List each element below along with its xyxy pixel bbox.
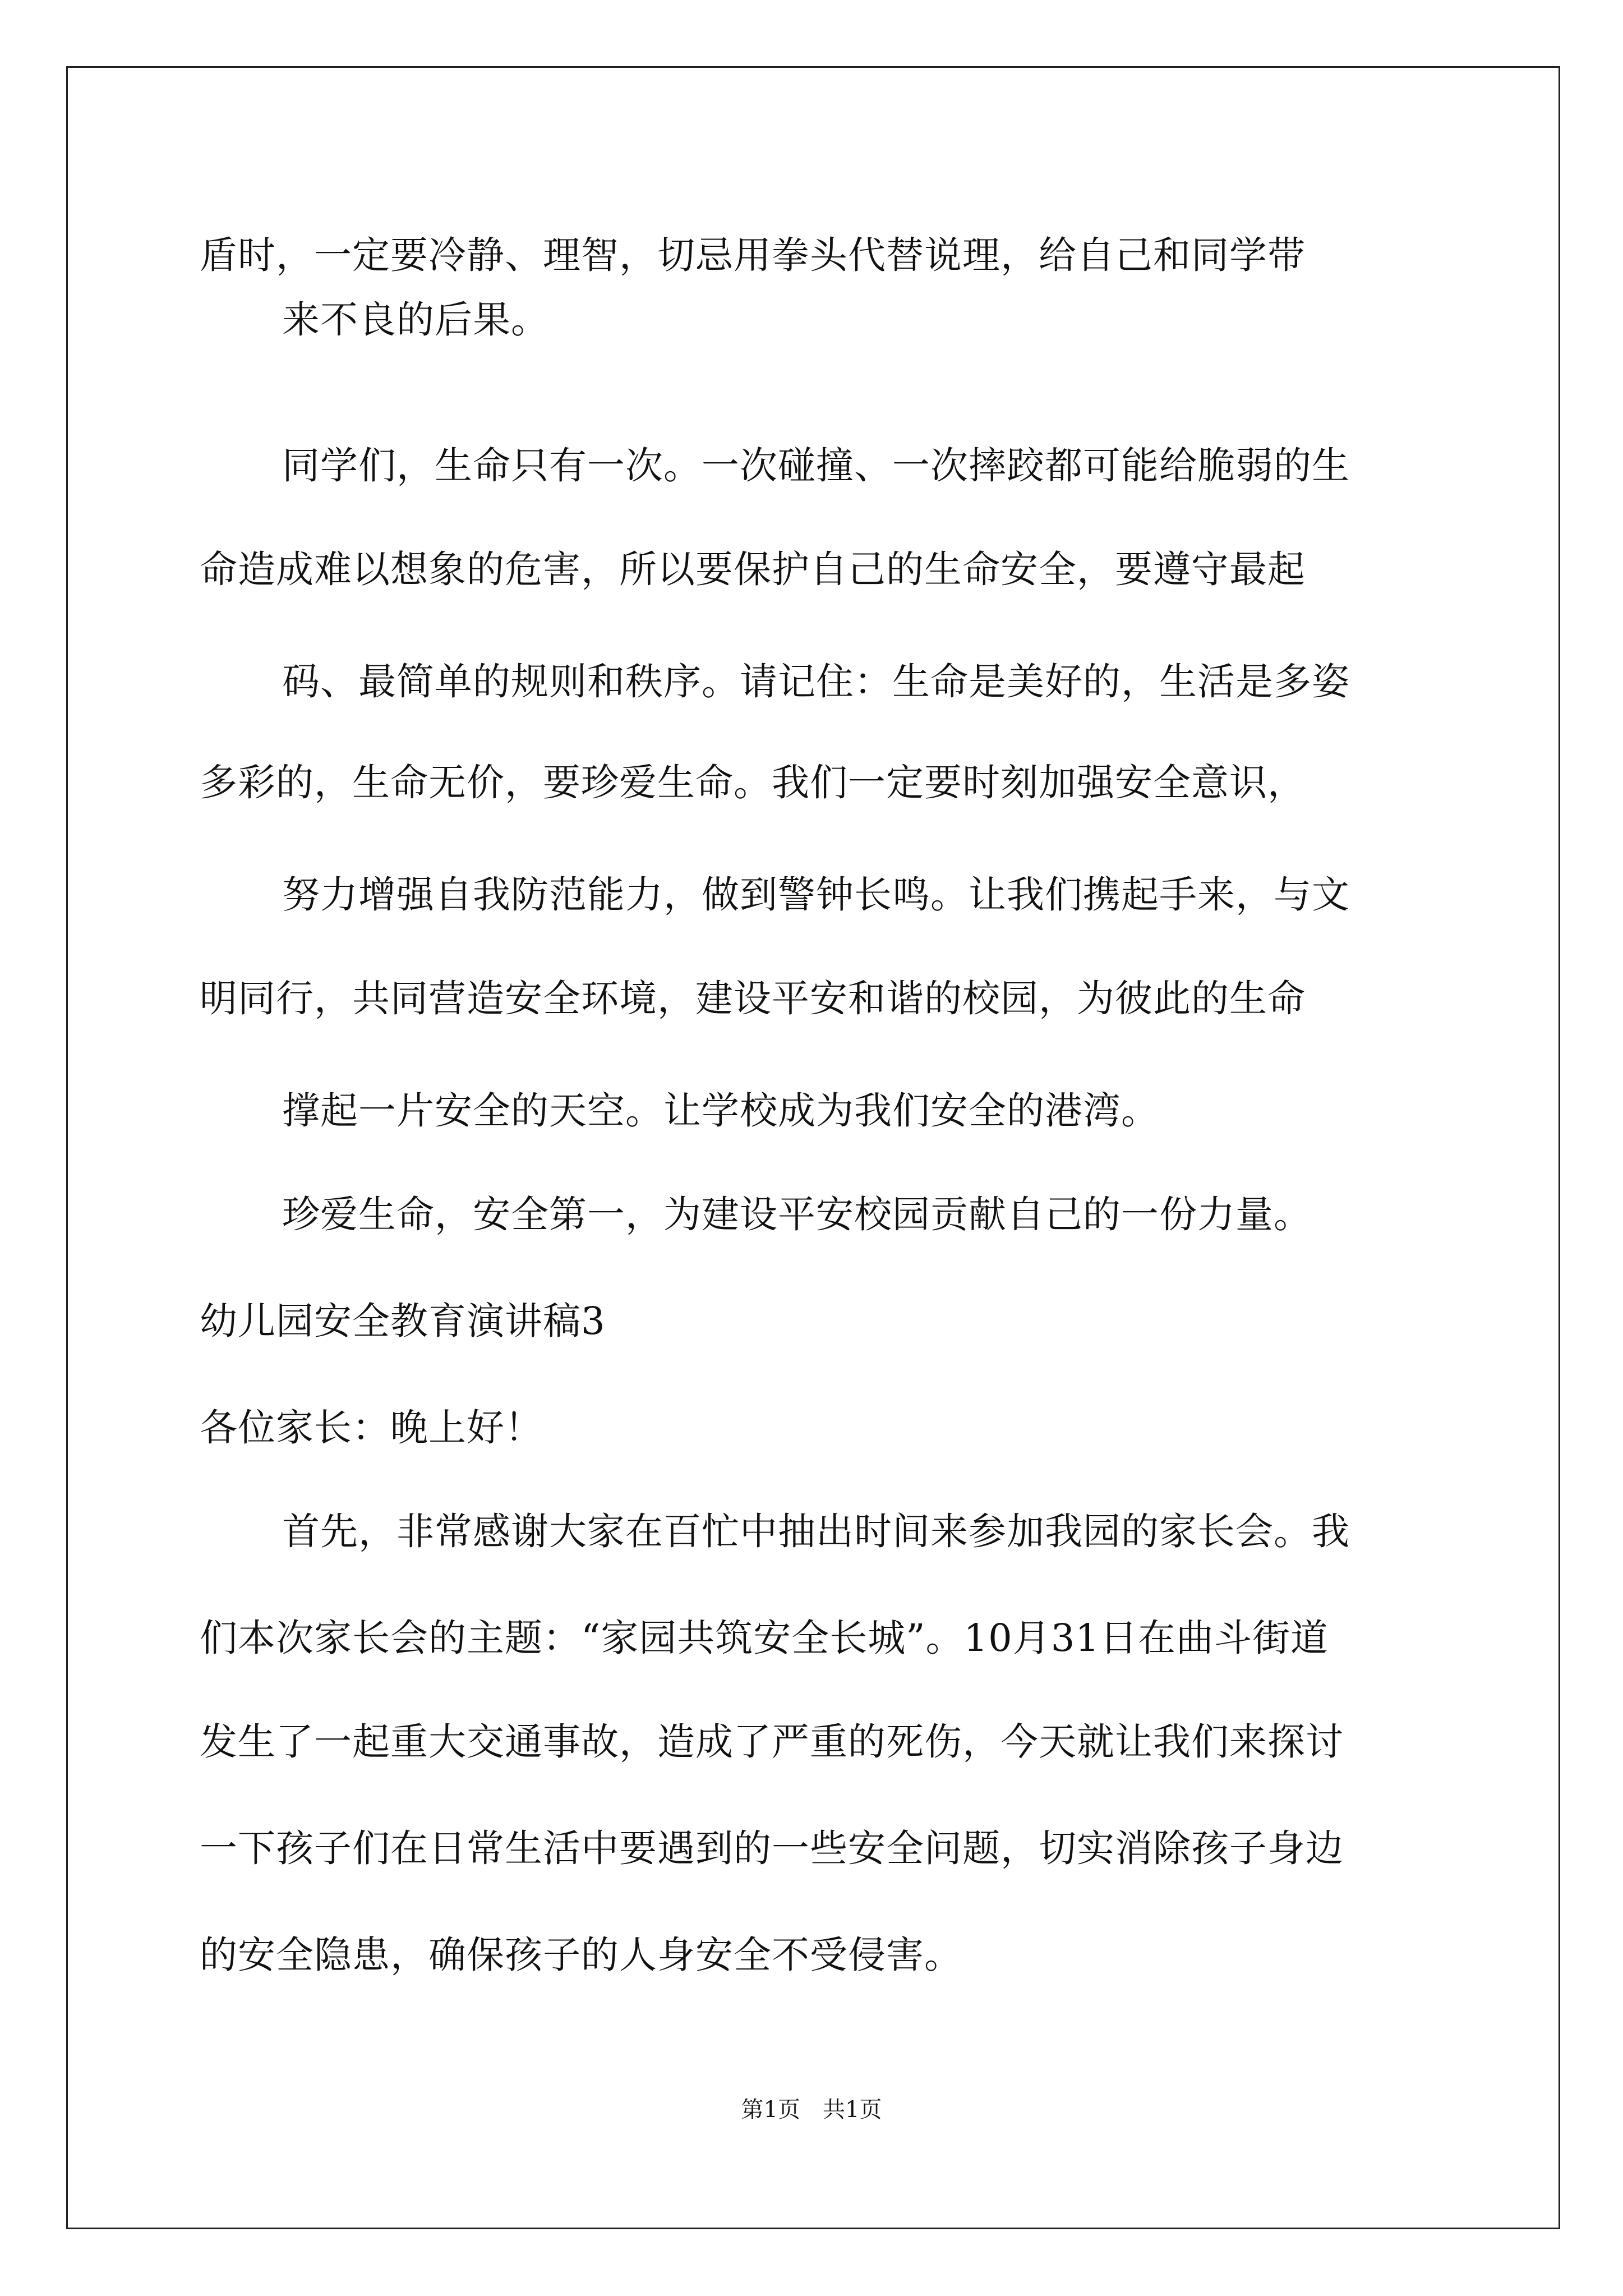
text-line-6: 多彩的，生命无价，要珍爱生命。我们一定要时刻加强安全意识， xyxy=(200,761,1306,804)
greeting-line: 各位家长：晚上好！ xyxy=(200,1406,543,1450)
section-heading: 幼儿园安全教育演讲稿3 xyxy=(200,1299,606,1343)
page-border xyxy=(66,66,1560,2229)
text-line-1: 盾时，一定要冷静、理智，切忌用拳头代替说理，给自己和同学带 xyxy=(200,233,1306,277)
text-line-4: 命造成难以想象的危害，所以要保护自己的生命安全，要遵守最起 xyxy=(200,547,1306,591)
text-line-2: 来不良的后果。 xyxy=(282,298,549,342)
text-line-16: 一下孩子们在日常生活中要遇到的一些安全问题，切实消除孩子身边 xyxy=(200,1826,1344,1870)
text-line-9: 撑起一片安全的天空。让学校成为我们安全的港湾。 xyxy=(282,1089,1159,1133)
text-line-14: 们本次家长会的主题：“家园共筑安全长城”。10月31日在曲斗街道 xyxy=(200,1616,1329,1660)
text-line-3: 同学们，生命只有一次。一次碰撞、一次摔跤都可能给脆弱的生 xyxy=(282,444,1350,487)
text-line-15: 发生了一起重大交通事故，造成了严重的死伤，今天就让我们来探讨 xyxy=(200,1720,1344,1764)
page-number-footer: 第1页 共1页 xyxy=(741,2097,882,2123)
text-line-8: 明同行，共同营造安全环境，建设平安和谐的校园，为彼此的生命 xyxy=(200,977,1306,1020)
text-line-13: 首先，非常感谢大家在百忙中抽出时间来参加我园的家长会。我 xyxy=(282,1510,1350,1553)
text-line-17: 的安全隐患，确保孩子的人身安全不受侵害。 xyxy=(200,1933,962,1977)
text-line-5: 码、最简单的规则和秩序。请记住：生命是美好的，生活是多姿 xyxy=(282,660,1350,703)
text-line-7: 努力增强自我防范能力，做到警钟长鸣。让我们携起手来，与文 xyxy=(282,873,1350,917)
text-line-10: 珍爱生命，安全第一，为建设平安校园贡献自己的一份力量。 xyxy=(282,1193,1312,1236)
